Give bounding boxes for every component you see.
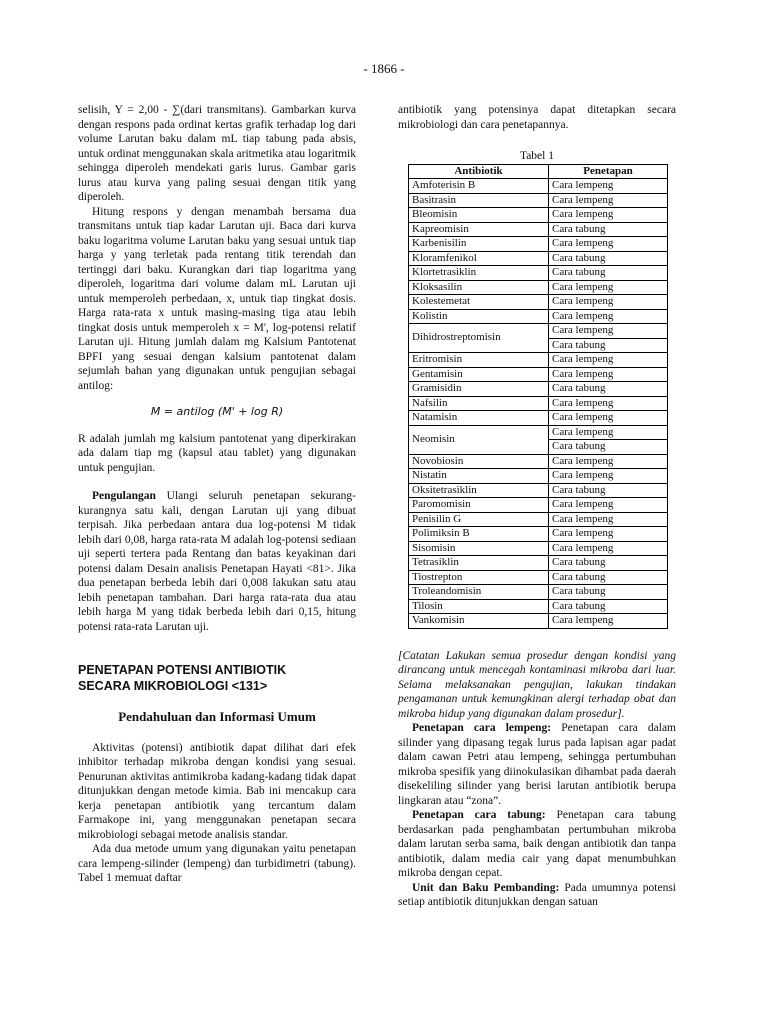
cara-lempeng-text: Penetapan cara dalam silinder yang dipasang tegak lurus pada lapisan agar padat dalam cawan Petri atau lempeng, sehingga pertumbuhan mikroba spesifik yang diinokulasikan dihambat pada daerah disekeliling silinder yang berisi larutan antibiotik berupa lingkaran atau “zona”. <box>398 722 676 807</box>
table-cell-method: Cara lempeng <box>549 396 668 411</box>
table-cell-method: Cara tabung <box>549 338 668 353</box>
table-row <box>409 367 668 382</box>
table-cell-antibiotic: Polimiksin B <box>409 527 549 542</box>
table-cell-antibiotic: Vankomisin <box>409 614 549 629</box>
table-cell-method: Cara tabung <box>549 440 668 455</box>
table-cell-antibiotic: Basitrasin <box>409 193 549 208</box>
right-column <box>398 103 676 910</box>
table-cell-antibiotic: Troleandomisin <box>409 585 549 600</box>
table-cell-method: Cara lempeng <box>549 454 668 469</box>
table-caption: Tabel 1 <box>519 150 554 162</box>
table-cell-method: Cara lempeng <box>549 295 668 310</box>
cara-tabung-text: Penetapan cara tabung berdasarkan pada penghambatan pertumbuhan mikroba dalam larutan serba sama, baik dengan antibiotik dan tanpa antibiotik, dalam media cair yang dapat menumbuhkan mikroba dengan cepat. <box>398 809 676 879</box>
table-cell-method: Cara lempeng <box>549 411 668 426</box>
left-column <box>78 103 356 886</box>
table-cell-antibiotic: Kolistin <box>409 309 549 324</box>
page-number: - 1866 - <box>363 61 405 76</box>
antibiotic-table <box>408 164 668 629</box>
table-cell-antibiotic: Amfoterisin B <box>409 179 549 194</box>
table-cell-method: Cara tabung <box>549 251 668 266</box>
table-row <box>409 454 668 469</box>
cara-tabung-label: Penetapan cara tabung: <box>412 809 546 821</box>
table-cell-method: Cara lempeng <box>549 512 668 527</box>
unit-baku-text: Pada umumnya potensi setiap antibiotik ditunjukkan dengan satuan <box>398 881 676 908</box>
table-row <box>409 498 668 513</box>
table-cell-method: Cara lempeng <box>549 208 668 223</box>
left-paragraph-4 <box>78 489 356 634</box>
table-cell-antibiotic: Kapreomisin <box>409 222 549 237</box>
table-cell-antibiotic: Tiostrepton <box>409 570 549 585</box>
table-row <box>409 179 668 194</box>
table-cell-method: Cara tabung <box>549 599 668 614</box>
table-cell-method: Cara lempeng <box>549 527 668 542</box>
table-row <box>409 614 668 629</box>
table-row <box>409 295 668 310</box>
table-cell-antibiotic: Novobiosin <box>409 454 549 469</box>
table-row <box>409 280 668 295</box>
table-cell-method: Cara lempeng <box>549 309 668 324</box>
table-cell-method: Cara lempeng <box>549 469 668 484</box>
table-row <box>409 324 668 339</box>
section-subheading: Pendahuluan dan Informasi Umum <box>118 709 316 724</box>
table-cell-antibiotic: Penisilin G <box>409 512 549 527</box>
table-row <box>409 237 668 252</box>
left-paragraph-1: selisih, Y = 2,00 - ∑(dari transmitans). Gambarkan kurva dengan respons pada ordinat kertas grafik terhadap log dari volume Larutan baku dalam mL tiap tabung pada absis, untuk ordinat menggunakan skala aritmetika atau logaritmik sehingga diperoleh mendekati garis lurus. Gambar garis lurus atau kurva yang paling sesuai dengan titik yang diperoleh. <box>78 104 356 203</box>
table-cell-method: Cara tabung <box>549 222 668 237</box>
table-cell-antibiotic: Nafsilin <box>409 396 549 411</box>
left-paragraph-2: Hitung respons y dengan menambah bersama dua transmitans untuk tiap kadar Larutan uji. Baca dari kurva baku logaritma volume Larutan baku yang sesuai untuk tiap harga y yang terletak pada rentang titik terendah dan tertinggi dari baku. Kurangkan dari tiap logaritma yang diperoleh, logaritma dari volume dalam mL Larutan uji untuk memperoleh perbedaan, x, untuk tiap tingkat dosis. Harga rata-rata x untuk masing-masing tiga atau lebih tingkat dosis untuk memperoleh x = M', log-potensi relatif Larutan uji. Hitung jumlah dalam mg Kalsium Pantotenat BPFI yang sesuai dengan kalsium pantotenat dalam sejumlah bahan yang digunakan untuk pengujian sebagai antilog: <box>78 205 356 392</box>
table-cell-method: Cara lempeng <box>549 353 668 368</box>
formula: M = antilog (M' + log R) <box>150 405 284 418</box>
table-cell-antibiotic: Neomisin <box>409 425 549 454</box>
table-cell-antibiotic: Oksitetrasiklin <box>409 483 549 498</box>
cara-lempeng-label: Penetapan cara lempeng: <box>412 722 552 734</box>
table-cell-method: Cara lempeng <box>549 541 668 556</box>
table-row <box>409 570 668 585</box>
table-cell-antibiotic: Natamisin <box>409 411 549 426</box>
table-cell-antibiotic: Tetrasiklin <box>409 556 549 571</box>
table-cell-method: Cara tabung <box>549 266 668 281</box>
table-row <box>409 251 668 266</box>
left-paragraph-5: Aktivitas (potensi) antibiotik dapat dilihat dari efek inhibitor terhadap mikroba dengan kondisi yang sesuai. Penurunan aktivitas antimikroba kadang-kadang tidak dapat ditunjukkan dengan metode kimia. Bab ini mencakup cara kerja penetapan antibiotik yang tercantum dalam Farmakope ini, yang menggunakan penetapan secara mikrobiologi sebagai metode analisis standar. <box>78 741 356 841</box>
right-paragraph-2 <box>398 721 676 808</box>
table-header-penetapan: Penetapan <box>549 164 668 179</box>
table-row <box>409 527 668 542</box>
table-row <box>409 425 668 440</box>
right-paragraph-1: antibiotik yang potensinya dapat ditetapkan secara mikrobiologi dan cara penetapannya. <box>398 104 676 131</box>
table-cell-method: Cara tabung <box>549 556 668 571</box>
unit-baku-label: Unit dan Baku Pembanding: <box>412 881 560 894</box>
table-cell-method: Cara tabung <box>549 570 668 585</box>
table-cell-method: Cara tabung <box>549 382 668 397</box>
table-row <box>409 266 668 281</box>
table-row <box>409 193 668 208</box>
table-cell-antibiotic: Nistatin <box>409 469 549 484</box>
table-cell-method: Cara lempeng <box>549 324 668 339</box>
table-body <box>409 179 668 629</box>
table-cell-method: Cara lempeng <box>549 280 668 295</box>
left-paragraph-6: Ada dua metode umum yang digunakan yaitu penetapan cara lempeng-silinder (lempeng) dan turbidimetri (tabung). Tabel 1 memuat daftar <box>78 843 356 884</box>
table-cell-method: Cara lempeng <box>549 614 668 629</box>
pengulangan-text: Ulangi seluruh penetapan sekurang-kurangnya satu kali, dengan Larutan uji yang dibuat terpisah. Jika perbedaan antara dua log-potensi M tidak lebih dari 0,08, harga rata-rata M adalah log-potensi sediaan uji seperti tertera pada Rentang dan batas keyakinan dari potensi dalam Desain analisis Penetapan Hayati <81>. Jika dua penetapan berbeda lebih dari 0,008 lakukan satu atau lebih penetapan tambahan. Dari harga rata-rata dua atau lebih harga M yang tidak berbeda lebih dari 0,15, hitung potensi rata-rata Larutan uji. <box>78 490 356 633</box>
table-cell-antibiotic: Kolestemetat <box>409 295 549 310</box>
table-cell-method: Cara lempeng <box>549 425 668 440</box>
table-cell-method: Cara lempeng <box>549 237 668 252</box>
table-cell-method: Cara lempeng <box>549 193 668 208</box>
pengulangan-label: Pengulangan <box>92 490 156 502</box>
table-cell-antibiotic: Paromomisin <box>409 498 549 513</box>
table-cell-antibiotic: Eritromisin <box>409 353 549 368</box>
left-paragraph-3: R adalah jumlah mg kalsium pantotenat yang diperkirakan ada dalam tiap mg (kapsul atau tablet) yang digunakan untuk pengujian. <box>78 432 356 474</box>
table-cell-method: Cara lempeng <box>549 179 668 194</box>
table-row <box>409 469 668 484</box>
table-row <box>409 585 668 600</box>
table-cell-antibiotic: Gentamisin <box>409 367 549 382</box>
table-row <box>409 599 668 614</box>
section-heading-line-1: PENETAPAN POTENSI ANTIBIOTIK <box>78 663 287 677</box>
table-row <box>409 556 668 571</box>
table-cell-antibiotic: Kloramfenikol <box>409 251 549 266</box>
table-row <box>409 222 668 237</box>
table-row <box>409 382 668 397</box>
table-header-row <box>409 164 668 179</box>
table-row <box>409 208 668 223</box>
table-cell-antibiotic: Gramisidin <box>409 382 549 397</box>
table-cell-method: Cara lempeng <box>549 498 668 513</box>
table-cell-method: Cara tabung <box>549 483 668 498</box>
table-cell-method: Cara lempeng <box>549 367 668 382</box>
table-cell-method: Cara tabung <box>549 585 668 600</box>
table-row <box>409 411 668 426</box>
table-row <box>409 353 668 368</box>
table-row <box>409 309 668 324</box>
table-cell-antibiotic: Kloksasilin <box>409 280 549 295</box>
table-cell-antibiotic: Sisomisin <box>409 541 549 556</box>
table-row <box>409 396 668 411</box>
right-paragraph-4 <box>398 881 676 910</box>
table-cell-antibiotic: Dihidrostreptomisin <box>409 324 549 353</box>
table-row <box>409 512 668 527</box>
table-row <box>409 483 668 498</box>
section-heading-line-2: SECARA MIKROBIOLOGI <131> <box>78 679 268 693</box>
table-cell-antibiotic: Bleomisin <box>409 208 549 223</box>
table-cell-antibiotic: Tilosin <box>409 599 549 614</box>
note: [Catatan Lakukan semua prosedur dengan kondisi yang dirancang untuk mencegah kontaminasi mikroba dari luar. Selama melaksanakan pengujian, lakukan tindakan pengamanan untuk kemungkinan alergi terhadap obat dan mikroba hidup yang digunakan dalam prosedur]. <box>398 649 676 720</box>
table-header-antibiotik: Antibiotik <box>409 164 549 179</box>
right-paragraph-3 <box>398 808 676 881</box>
table-cell-antibiotic: Klortetrasiklin <box>409 266 549 281</box>
table-cell-antibiotic: Karbenisilin <box>409 237 549 252</box>
table-row <box>409 541 668 556</box>
